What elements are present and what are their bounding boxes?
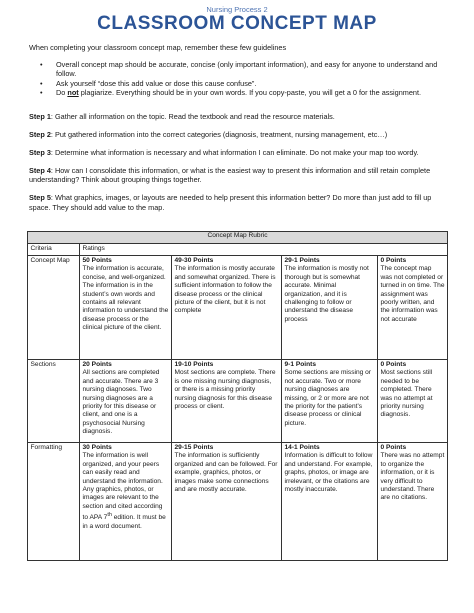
guideline-item: • Do not plagiarize. Everything should be in your own words. If you copy-paste, you will get a 0 for the assignment. bbox=[40, 88, 422, 98]
rating-cell: 29-15 Points The information is sufficiently organized and can be followed. For example, graphics, photos, or images make some connections and are mostly accurate. bbox=[172, 443, 282, 561]
criterion-cell: Sections bbox=[28, 360, 80, 443]
guideline-list bbox=[29, 60, 449, 98]
page-title: CLASSROOM CONCEPT MAP bbox=[97, 13, 377, 34]
criterion-cell: Formatting bbox=[28, 443, 80, 561]
step-2: Step 2: Put gathered information into the correct categories (diagnosis, treatment, nursing management, etc…) bbox=[29, 130, 388, 139]
rating-cell: 30 Points The information is well organized, and your peers can easily read and understand the information. Any graphics, photos, or images are relevant to the section and cited according to APA 7th edition. It must be in a word document. bbox=[80, 443, 172, 561]
table-row bbox=[28, 360, 448, 443]
rating-cell: 50 Points The information is accurate, concise, and well-organized. The information is in the student’s own words and contains all relevant information to understand the disease process or the clinical picture of the client. bbox=[80, 256, 172, 360]
step-4: Step 4: How can I consolidate this information, or what is the easiest way to present this information and still retain complete understanding? Think about grouping things together. bbox=[29, 166, 431, 185]
table-row bbox=[28, 256, 448, 360]
step-5: Step 5: What graphics, images, or layouts are needed to help present this information better? Do more than just add to fill up space. They should add value to the map. bbox=[29, 193, 432, 212]
rating-cell: 0 Points The concept map was not completed or turned in on time. The assignment was poorly written, and the information was not accurate bbox=[378, 256, 448, 360]
step-3: Step 3: Determine what information is necessary and what information I can eliminate. Do not make your map too wordy. bbox=[29, 148, 419, 157]
criteria-header: Criteria bbox=[28, 244, 80, 256]
rating-cell: 49-30 Points The information is mostly accurate and somewhat organized. There is sufficient information to follow the disease process or the clinical picture of the client, but it is not complete bbox=[172, 256, 282, 360]
rating-cell: 14-1 Points Information is difficult to follow and understand. For example, graphs, photos, or image are irrelevant, or the citations are mostly inaccurate. bbox=[282, 443, 378, 561]
rating-cell: 9-1 Points Some sections are missing or not accurate. Two or more nursing diagnoses are missing, or 2 or more are not the priority for the patient’s disease process or clinical picture. bbox=[282, 360, 378, 443]
emphasis-not: not bbox=[67, 88, 79, 98]
step-1: Step 1: Gather all information on the topic. Read the textbook and read the resource materials. bbox=[29, 112, 335, 121]
ratings-header: Ratings bbox=[80, 244, 448, 256]
rating-cell: 20 Points All sections are completed and accurate. There are 3 nursing diagnoses. Two nursing diagnoses are a priority for this disease or client, and one is a psychosocial Nursing diagnosis. bbox=[80, 360, 172, 443]
bullet-icon: • bbox=[40, 88, 43, 98]
rating-cell: 19-10 Points Most sections are complete. There is one missing nursing diagnosis, or there is a missing priority nursing diagnosis for this disease process or client. bbox=[172, 360, 282, 443]
steps-section bbox=[29, 112, 449, 221]
rating-cell: 29-1 Points The information is mostly not thorough but is somewhat accurate. Minimal organization, and it is challenging to follow or understand the disease process bbox=[282, 256, 378, 360]
rating-cell: 0 Points There was no attempt to organize the information, or it is very difficult to understand. There are no citations. bbox=[378, 443, 448, 561]
bullet-icon: • bbox=[40, 78, 43, 88]
intro-text: When completing your classroom concept map, remember these few guidelines bbox=[29, 43, 287, 52]
guideline-item: • Overall concept map should be accurate, concise (only important information), and easy for anyone to understand and follow. bbox=[40, 60, 438, 79]
course-subtitle: Nursing Process 2 bbox=[206, 5, 268, 14]
rubric-caption: Concept Map Rubric bbox=[28, 232, 448, 244]
bullet-icon: • bbox=[40, 60, 43, 69]
table-row bbox=[28, 443, 448, 561]
criterion-cell: Concept Map bbox=[28, 256, 80, 360]
guideline-item: • Ask yourself “dose this add value or dose this cause confuse”. bbox=[40, 78, 257, 88]
rating-cell: 0 Points Most sections still needed to be completed. There was no attempt at priority nursing diagnosis. bbox=[378, 360, 448, 443]
rubric-table bbox=[27, 231, 448, 561]
